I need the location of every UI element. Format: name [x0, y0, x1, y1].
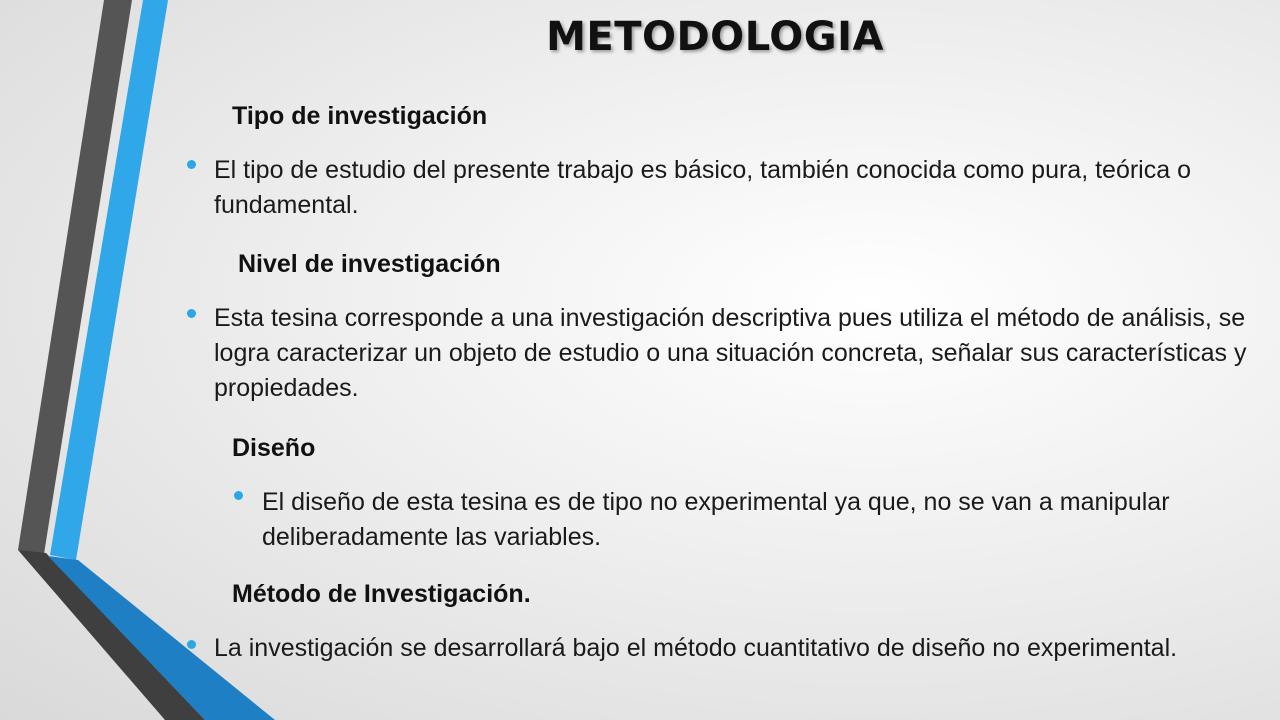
bullet-dot [234, 491, 243, 500]
bullet-text: El diseño de esta tesina es de tipo no experimental ya que, no se van a manipular deliberadamente las variables. [262, 488, 1170, 551]
bullet-dot [187, 309, 196, 318]
slide-title: METODOLOGIA [546, 14, 884, 60]
heading-metodo-de-investigacion: Método de Investigación. [232, 580, 531, 608]
bullet-dot [187, 160, 196, 169]
heading-diseno: Diseño [232, 434, 316, 462]
dark-lower-band [18, 550, 205, 720]
bullet-text: La investigación se desarrollará bajo el método cuantitativo de diseño no experimental. [214, 634, 1178, 662]
heading-nivel-de-investigacion: Nivel de investigación [238, 250, 501, 278]
bullet-text: El tipo de estudio del presente trabajo es básico, también conocida como pura, teórica o fundamental. [214, 156, 1191, 219]
bullet-dot [187, 640, 196, 649]
bullet-text: Esta tesina corresponde a una investigación descriptiva pues utiliza el método de análisis, se logra caracterizar un objeto de estudio o una situación concreta, señalar sus características y propiedades. [214, 304, 1247, 402]
heading-tipo-de-investigacion: Tipo de investigación [232, 102, 488, 130]
